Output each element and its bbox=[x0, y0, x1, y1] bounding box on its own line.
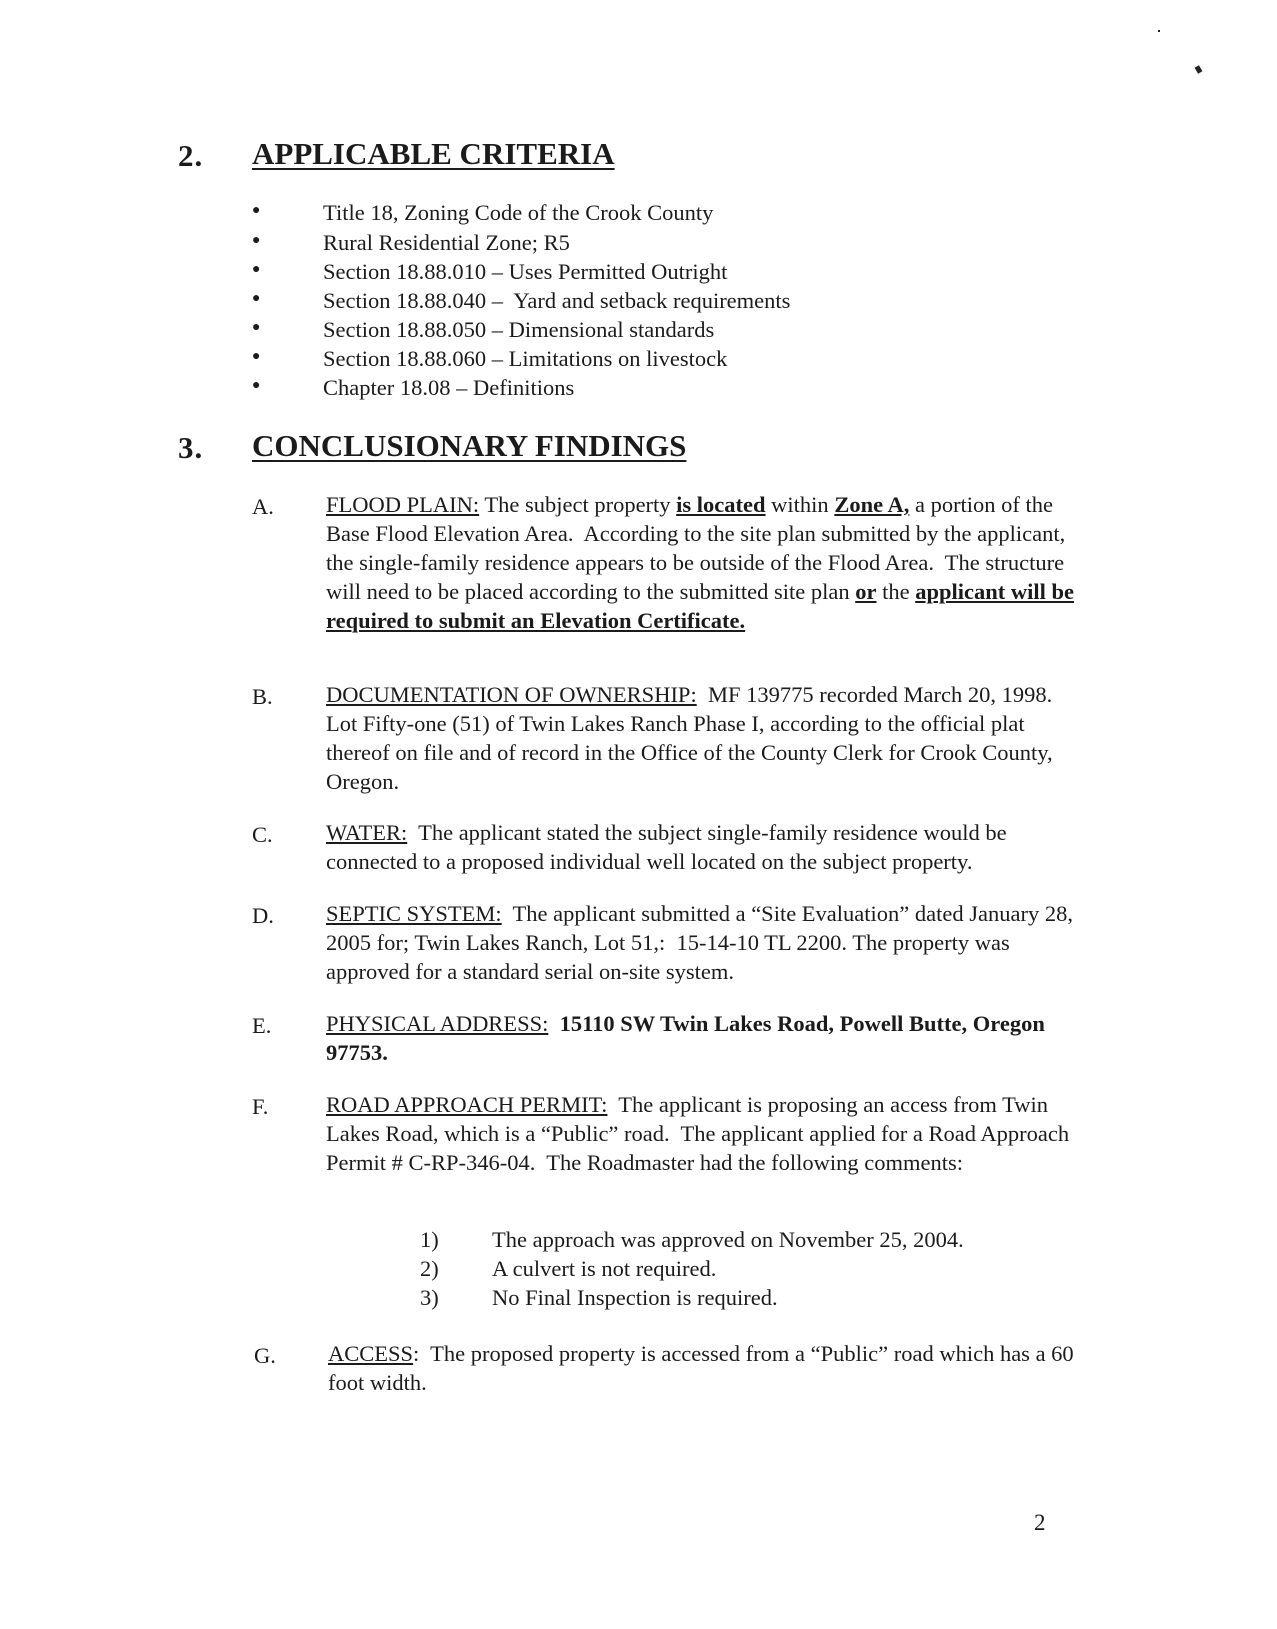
finding-a-heading: FLOOD PLAIN: bbox=[326, 492, 480, 517]
bullet-icon: ● bbox=[252, 320, 261, 335]
criteria-text: Chapter 18.08 – Definitions bbox=[323, 375, 575, 400]
scan-speck bbox=[1158, 30, 1160, 32]
comment-number: 1) bbox=[420, 1227, 439, 1252]
finding-g-text: ACCESS: The proposed property is accessed from a “Public” road which has a 60 foot width. bbox=[328, 1341, 1080, 1395]
finding-a-letter: A. bbox=[252, 494, 274, 519]
finding-d-letter: D. bbox=[252, 903, 274, 928]
finding-a-text: FLOOD PLAIN: The subject property is located within Zone A, a portion of the Base Flood Elevation Area. According to the site plan submitted by the applicant, the single-family residence appears to be outside of the Flood Area. The structure will need to be placed according to the submitted site plan or the applicant will be required to submit an Elevation Certificate. bbox=[326, 492, 1075, 633]
finding-b-heading: DOCUMENTATION OF OWNERSHIP: bbox=[326, 682, 697, 707]
finding-c-heading: WATER: bbox=[326, 820, 408, 845]
comment-text: The approach was approved on November 25, 2004. bbox=[492, 1227, 964, 1252]
bullet-icon: ● bbox=[252, 203, 261, 218]
finding-b-letter: B. bbox=[252, 684, 273, 709]
criteria-text: Section 18.88.050 – Dimensional standards bbox=[323, 317, 715, 342]
elevation-certificate-emphasis: applicant will be required to submit an Elevation Certificate. bbox=[326, 579, 1075, 633]
is-located-emphasis: is located bbox=[676, 492, 766, 517]
finding-f-letter: F. bbox=[252, 1094, 269, 1119]
finding-e-letter: E. bbox=[252, 1013, 272, 1038]
finding-d-text: SEPTIC SYSTEM: The applicant submitted a “Site Evaluation” dated January 28, 2005 for; Twin Lakes Ranch, Lot 51,: 15-14-10 TL 2200. The property was approved for a standard serial on-site system. bbox=[326, 901, 1079, 984]
comment-text: A culvert is not required. bbox=[492, 1256, 717, 1281]
finding-c-letter: C. bbox=[252, 822, 273, 847]
bullet-icon: ● bbox=[252, 349, 261, 364]
finding-g-heading: ACCESS bbox=[328, 1341, 414, 1366]
finding-d-heading: SEPTIC SYSTEM: bbox=[326, 901, 502, 926]
criteria-text: Section 18.88.040 – Yard and setback requirements bbox=[323, 288, 791, 313]
finding-f-heading: ROAD APPROACH PERMIT: bbox=[326, 1092, 608, 1117]
physical-address: 15110 SW Twin Lakes Road, Powell Butte, Oregon 97753. bbox=[326, 1011, 1045, 1065]
page-number: 2 bbox=[1034, 1510, 1046, 1535]
section-2-title: APPLICABLE CRITERIA bbox=[252, 136, 615, 171]
scan-speck bbox=[1195, 65, 1203, 74]
comment-number: 3) bbox=[420, 1285, 439, 1310]
finding-b-text: DOCUMENTATION OF OWNERSHIP: MF 139775 recorded March 20, 1998. Lot Fifty-one (51) of Twin Lakes Ranch Phase I, according to the official plat thereof on file and of record in the Office of the County Clerk for Crook County, Oregon. bbox=[326, 682, 1064, 794]
finding-c-text: WATER: The applicant stated the subject single-family residence would be connected to a proposed individual well located on the subject property. bbox=[326, 820, 1013, 874]
finding-e-heading: PHYSICAL ADDRESS: bbox=[326, 1011, 549, 1036]
section-2-number: 2. bbox=[178, 138, 204, 173]
zone-emphasis: Zone A, bbox=[834, 492, 910, 517]
criteria-text: Section 18.88.060 – Limitations on livestock bbox=[323, 346, 728, 371]
criteria-text: Section 18.88.010 – Uses Permitted Outright bbox=[323, 259, 728, 284]
finding-f-text: ROAD APPROACH PERMIT: The applicant is proposing an access from Twin Lakes Road, which is a “Public” road. The applicant applied for a Road Approach Permit # C-RP-346-04. The Roadmaster had the following comments: bbox=[326, 1092, 1075, 1175]
or-emphasis: or bbox=[855, 579, 877, 604]
bullet-icon: ● bbox=[252, 233, 261, 248]
bullet-icon: ● bbox=[252, 262, 261, 277]
criteria-text: Rural Residential Zone; R5 bbox=[323, 230, 570, 255]
bullet-icon: ● bbox=[252, 378, 261, 393]
comment-number: 2) bbox=[420, 1256, 439, 1281]
criteria-text: Title 18, Zoning Code of the Crook County bbox=[323, 200, 714, 225]
section-3-title: CONCLUSIONARY FINDINGS bbox=[252, 428, 687, 463]
section-3-number: 3. bbox=[178, 430, 204, 465]
comment-text: No Final Inspection is required. bbox=[492, 1285, 778, 1310]
finding-e-text bbox=[326, 1009, 1076, 1067]
bullet-icon: ● bbox=[252, 291, 261, 306]
finding-g-letter: G. bbox=[254, 1343, 276, 1368]
